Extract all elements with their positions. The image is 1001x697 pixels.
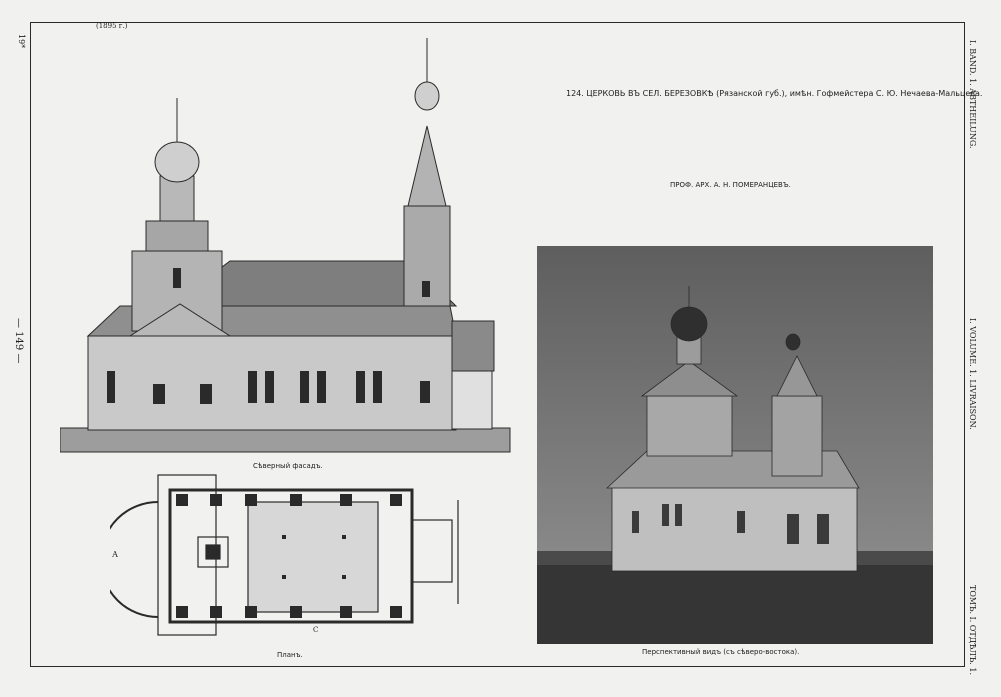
page-number: — 149 —	[13, 318, 24, 364]
facade-drawing	[60, 36, 515, 458]
plan-label-a: А	[112, 550, 119, 559]
corner-mark: 19*	[17, 34, 26, 49]
page-title: 124. ЦЕРКОВЬ ВЪ СЕЛ. БЕРЕЗОВКѢ (Рязанской губ.), имѣн. Гофмейстера С. Ю. Нечаева-Мальцева.	[566, 89, 983, 98]
architect-label: ПРОФ. АРХ. А. Н. ПОМЕРАНЦЕВЪ.	[670, 181, 791, 189]
perspective-caption: Перспективный видъ (съ сѣверо-востока).	[642, 648, 800, 656]
perspective-photo	[537, 246, 933, 644]
right-margin-middle: I. VOLUME. 1. LIVRAISON.	[968, 318, 977, 430]
facade-caption: Сѣверный фасадъ.	[253, 462, 323, 470]
right-margin-top: I. BAND. 1. ABTHEILUNG.	[968, 40, 977, 149]
plan-caption: Планъ.	[277, 651, 303, 659]
plan-label-c: С	[313, 626, 319, 634]
plan-drawing	[110, 472, 480, 642]
right-margin-bottom: ТОМЪ. I. ОТДѢЛЪ. 1.	[968, 585, 977, 676]
year-label: (1895 г.)	[96, 22, 128, 30]
